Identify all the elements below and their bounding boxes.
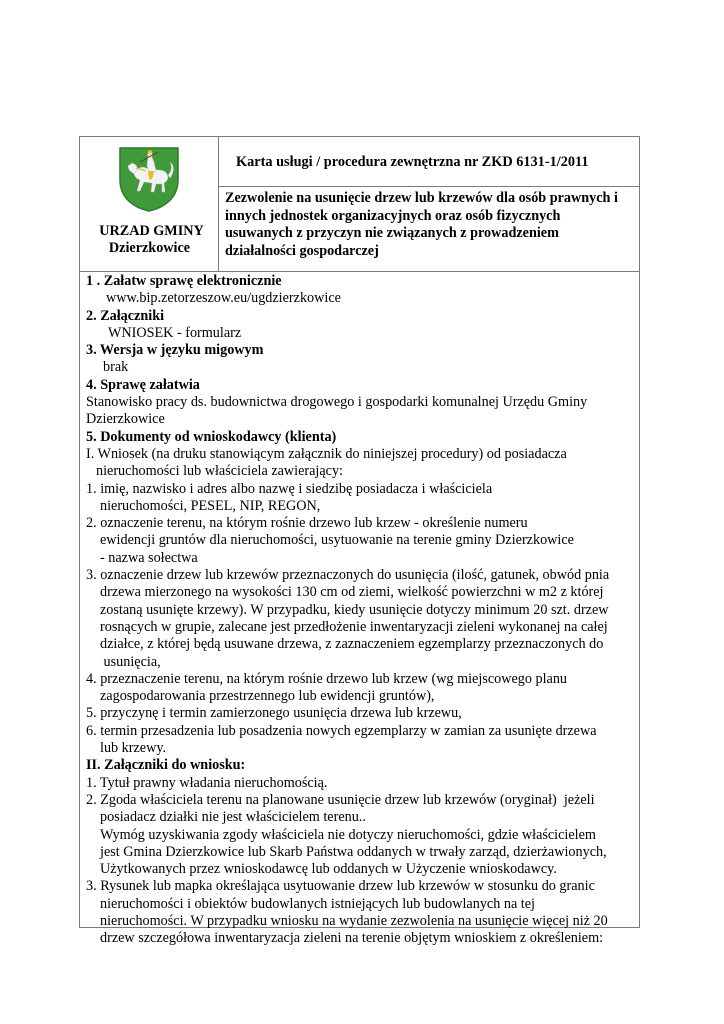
item-line: działce, z której będą usuwane drzewa, z zaznaczeniem egzemplarzy przeznaczonych do [100,636,604,653]
section-title-handled-by: 4. Sprawę załatwia [86,376,200,393]
item-line: ewidencji gruntów dla nieruchomości, usytuowanie na terenie gminy Dzierzkowice [100,532,574,549]
procedure-body [86,273,636,948]
procedure-title: Karta usługi / procedura zewnętrzna nr ZKD 6131-1/2011 [236,154,589,170]
office-header-cell [80,137,219,272]
item-line: - nazwa sołectwa [100,549,198,566]
item-line: Użytkowanych przez wnioskodawcę lub oddanych w Użyczenie wnioskodawcy. [100,861,557,878]
application-item [86,481,636,516]
item-line: usunięcia, [100,653,161,670]
attachment-item [86,792,636,878]
service-card-table [79,136,640,947]
subject-line: usuwanych z przyczyn nie związanych z prowadzeniem [225,225,559,241]
attachment-item [86,775,636,792]
section-title-electronic: 1 . Załatw sprawę elektronicznie [86,273,282,289]
handled-by-line: Dzierzkowice [86,411,165,428]
item-line: 6. termin przesadzenia lub posadzenia nowych egzemplarzy w zamian za usunięte drzewa [86,722,597,739]
section-title-attachments-to-application: II. Załączniki do wniosku: [86,757,246,774]
subject-line: działalności gospodarczej [225,242,379,259]
section-title-sign-language: 3. Wersja w języku migowym [86,342,264,359]
electronic-link[interactable]: www.bip.zetorzeszow.eu/ugdzierzkowice [106,290,341,307]
application-item [86,671,636,706]
application-intro: nieruchomości lub właściciela zawierający: [96,463,343,480]
application-item [86,515,636,567]
procedure-title-cell [219,137,639,187]
item-line: 5. przyczynę i termin zamierzonego usunięcia drzewa lub krzewu, [86,705,462,722]
item-line: 2. oznaczenie terenu, na którym rośnie drzewo lub krzew - określenie numeru [86,515,528,532]
item-line: 3. Rysunek lub mapka określająca usytuowanie drzew lub krzewów w stosunku do granic [86,878,595,895]
subject-cell [219,187,639,272]
item-line: jest Gmina Dzierzkowice lub Skarb Państwa oddanych w trwały zarząd, dzierżawionych, [100,843,607,860]
procedure-subject [225,190,641,260]
item-line: 2. Zgoda właściciela terenu na planowane usunięcie drzew lub krzewów (oryginał) jeżeli [86,791,595,808]
item-line: drzew szczegółowa inwentaryzacja zieleni na terenie objętym wnioskiem z określeniem: [100,930,604,947]
application-item [86,723,636,758]
application-intro: I. Wniosek (na druku stanowiącym załącznik do niniejszej procedury) od posiadacza [86,445,567,462]
office-name: URZAD GMINY [99,223,204,239]
attachment-form-link[interactable]: WNIOSEK - formularz [108,324,242,341]
section-title-attachments: 2. Załączniki [86,307,165,324]
item-line: lub krzewy. [100,740,167,757]
item-line: 3. oznaczenie drzew lub krzewów przeznaczonych do usunięcia (ilość, gatunek, obwód pnia [86,567,610,584]
section-title-documents: 5. Dokumenty od wnioskodawcy (klienta) [86,428,337,445]
item-line: drzewa mierzonego na wysokości 130 cm od ziemi, wielkość powierzchni w m2 z której [100,584,604,601]
handled-by-line: Stanowisko pracy ds. budownictwa drogowego i gospodarki komunalnej Urzędu Gminy [86,394,588,411]
item-line: nieruchomości, PESEL, NIP, REGON, [100,497,321,514]
item-line: rosnących w grupie, zalecane jest przedłożenie inwentaryzacji zieleni wykonanej na całej [100,618,608,635]
application-item [86,705,636,722]
item-line: nieruchomości. W przypadku wniosku na wydanie zezwolenia na usunięcie więcej niż 20 [100,912,608,929]
header-divider [80,271,639,272]
item-line: 1. imię, nazwisko i adres albo nazwę i siedzibę posiadacza i właściciela [86,480,493,497]
subject-line: innych jednostek organizacyjnych oraz osób fizycznych [225,207,561,224]
item-line: Wymóg uzyskiwania zgody właściciela nie dotyczy nieruchomości, gdzie właścicielem [100,826,596,843]
item-line: 4. przeznaczenie terenu, na którym rośnie drzewo lub krzew (wg miejscowego planu [86,670,568,687]
item-line: posiadacz działki nie jest właścicielem terenu.. [100,809,366,826]
item-line: zostaną usunięte krzewy). W przypadku, kiedy usunięcie dotyczy minimum 20 szt. drzew [100,601,609,618]
coat-of-arms-icon [118,146,180,212]
attachment-item [86,878,636,947]
item-line: zagospodarowania przestrzennego lub ewidencji gruntów), [100,688,435,705]
office-location: Dzierzkowice [108,240,191,256]
application-item [86,567,636,671]
item-line: 1. Tytuł prawny władania nieruchomością. [86,774,328,791]
sign-language-value: brak [103,359,129,376]
item-line: nieruchomości i obiektów budowlanych istniejących lub budowlanych na tej [100,895,535,912]
subject-line: Zezwolenie na usunięcie drzew lub krzewów dla osób prawnych i [225,190,618,206]
